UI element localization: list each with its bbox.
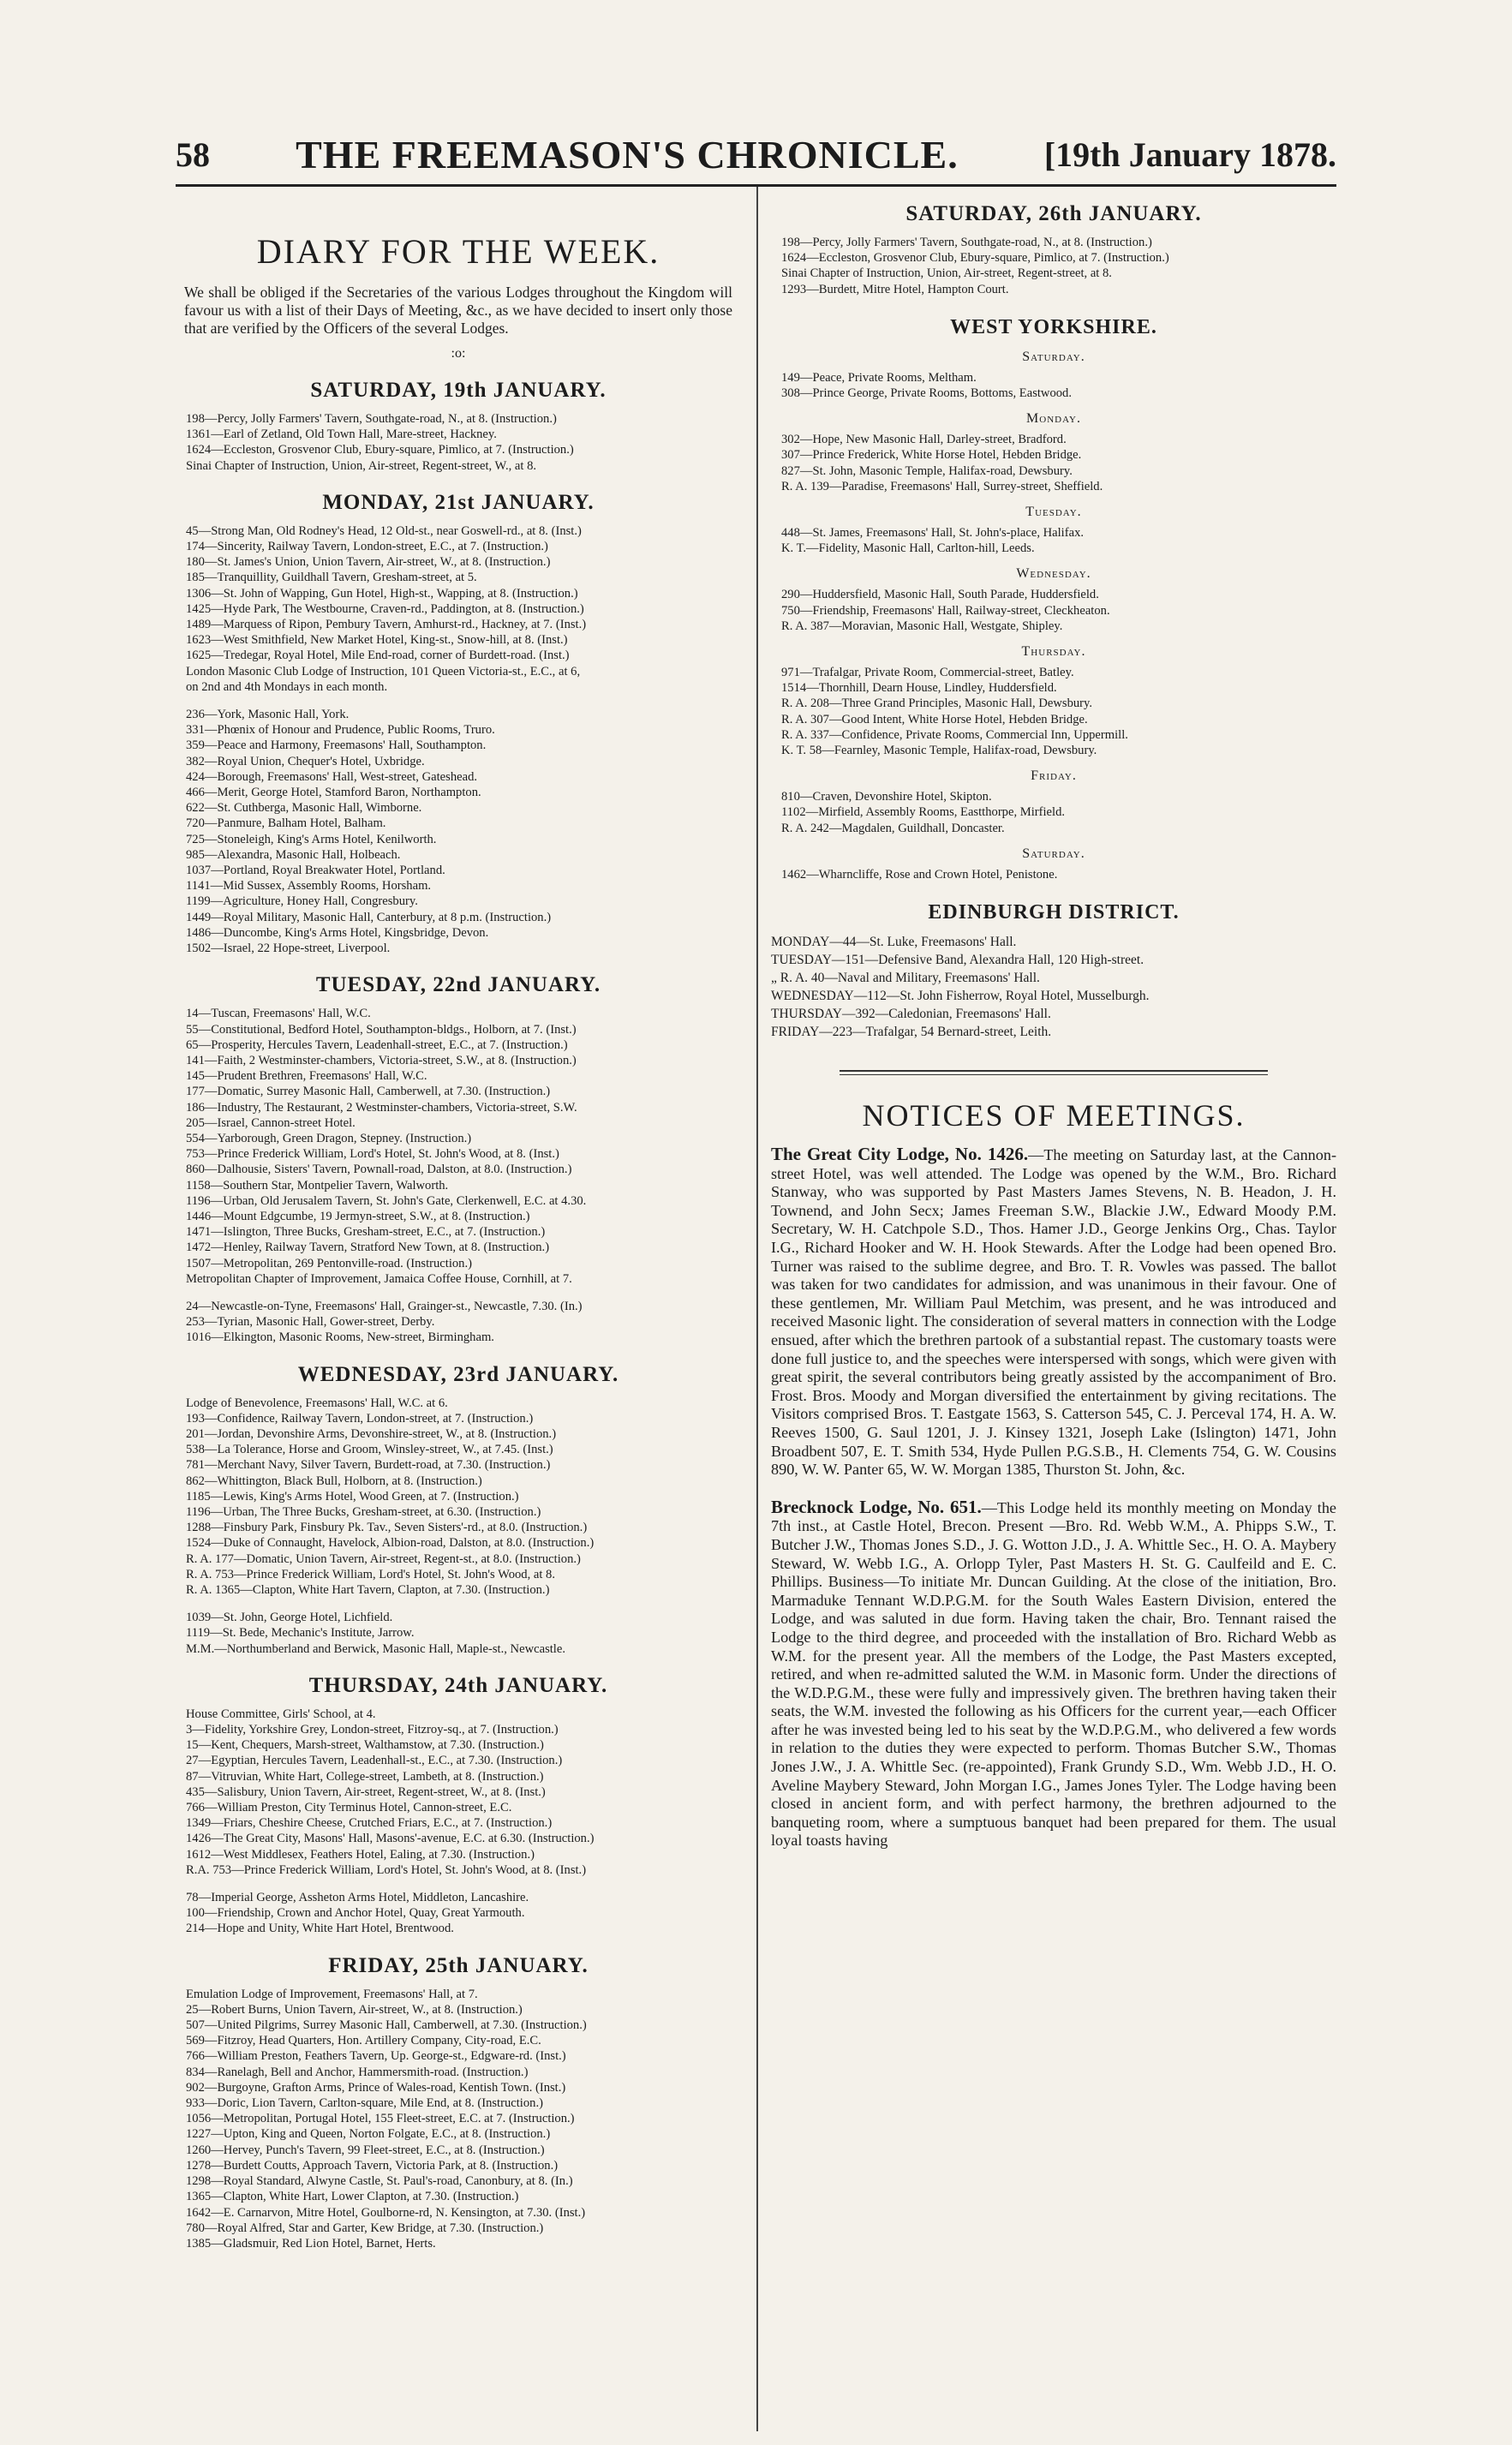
lodge-entry: 100—Friendship, Crown and Anchor Hotel, Quay, Great Yarmouth. [186, 1906, 525, 1921]
lodge-entry: 424—Borough, Freemasons' Hall, West-street, Gateshead. [186, 769, 478, 784]
lodge-entry: 507—United Pilgrims, Surrey Masonic Hall, Camberwell, at 7.30. (Instruction.) [186, 2018, 587, 2033]
lodge-entry: 308—Prince George, Private Rooms, Bottoms, Eastwood. [781, 386, 1073, 401]
lodge-entry: 87—Vitruvian, White Hart, College-street, Lambeth, at 8. (Instruction.) [186, 1769, 544, 1784]
lodge-entry: 177—Domatic, Surrey Masonic Hall, Camberwell, at 7.30. (Instruction.) [186, 1085, 551, 1099]
lodge-entry: 1472—Henley, Railway Tavern, Stratford New Town, at 8. (Instruction.) [186, 1240, 550, 1255]
day-heading: THURSDAY, 24th JANUARY. [308, 1673, 608, 1697]
lodge-entry: 253—Tyrian, Masonic Hall, Gower-street, Derby. [186, 1315, 435, 1330]
lodge-entry: R. A. 139—Paradise, Freemasons' Hall, Surrey-street, Sheffield. [781, 479, 1103, 493]
lodge-entry: 65—Prosperity, Hercules Tavern, Leadenhall-street, E.C., at 7. (Instruction.) [186, 1037, 568, 1052]
weekday-heading: Friday. [1031, 768, 1077, 784]
lodge-entry: 827—St. John, Masonic Temple, Halifax-road, Dewsbury. [781, 463, 1073, 478]
lodge-entry: 1623—West Smithfield, New Market Hotel, King-st., Snow-hill, at 8. (Inst.) [186, 633, 568, 648]
lodge-entry: 55—Constitutional, Bedford Hotel, Southampton-bldgs., Holborn, at 7. (Inst.) [186, 1022, 577, 1037]
lodge-entry: on 2nd and 4th Mondays in each month. [186, 679, 388, 694]
lodge-entry: 1102—Mirfield, Assembly Rooms, Eastthorpe, Mirfield. [781, 805, 1066, 820]
lodge-entry: 435—Salisbury, Union Tavern, Air-street, Regent-street, W., at 8. (Inst.) [186, 1784, 546, 1799]
lodge-entry: 185—Tranquillity, Guildhall Tavern, Gresham-street, at 5. [186, 571, 477, 585]
diary-title: DIARY FOR THE WEEK. [256, 232, 660, 271]
lodge-entry: 1612—West Middlesex, Feathers Hotel, Ealing, at 7.30. (Instruction.) [186, 1847, 535, 1862]
lodge-entry: 1298—Royal Standard, Alwyne Castle, St. Paul's-road, Canonbury, at 8. (In.) [186, 2174, 573, 2189]
lodge-entry: 834—Ranelagh, Bell and Anchor, Hammersmith-road. (Instruction.) [186, 2065, 529, 2079]
lodge-entry: R. A. 387—Moravian, Masonic Hall, Westgate, Shipley. [781, 619, 1063, 633]
lodge-entry: 1507—Metropolitan, 269 Pentonville-road. (Instruction.) [186, 1256, 472, 1270]
lodge-entry: R. A. 1365—Clapton, White Hart Tavern, Clapton, at 7.30. (Instruction.) [186, 1583, 550, 1597]
lodge-entry: 1642—E. Carnarvon, Mitre Hotel, Goulborne-rd, N. Kensington, at 7.30. (Inst.) [186, 2205, 586, 2220]
lodge-entry: 1196—Urban, Old Jerusalem Tavern, St. John's Gate, Clerkenwell, E.C. at 4.30. [186, 1193, 587, 1208]
lodge-entry: 1514—Thornhill, Dearn House, Lindley, Huddersfield. [781, 681, 1057, 696]
lodge-entry: FRIDAY—223—Trafalgar, 54 Bernard-street, Leith. [771, 1025, 1052, 1040]
issue-date: [19th January 1878. [1043, 135, 1336, 174]
lodge-entry: 1141—Mid Sussex, Assembly Rooms, Horsham. [186, 879, 432, 894]
lodge-entry: London Masonic Club Lodge of Instruction, 101 Queen Victoria-st., E.C., at 6, [186, 664, 581, 679]
lodge-entry: 766—William Preston, Feathers Tavern, Up. George-st., Edgware-rd. (Inst.) [186, 2049, 566, 2064]
lodge-entry: „ R. A. 40—Naval and Military, Freemasons' Hall. [771, 971, 1040, 986]
lodge-entry: 1446—Mount Edgcumbe, 19 Jermyn-street, S.W., at 8. (Instruction.) [186, 1209, 530, 1223]
lodge-entry: 1199—Agriculture, Honey Hall, Congresbury. [186, 894, 418, 909]
lodge-entry: 145—Prudent Brethren, Freemasons' Hall, W.C. [186, 1069, 427, 1084]
lodge-entry: 781—Merchant Navy, Silver Tavern, Burdett-road, at 7.30. (Instruction.) [186, 1458, 551, 1473]
notice-body: —This Lodge held its monthly meeting on Monday the 7th inst., at Castle Hotel, Brecon. Present —Bro. Rd. Webb W.M., A. Phipps S.W., T. Butcher J.W., Thomas Jones S.D., J. G. Wotton J.D., J. A. Whittle Sec., H. O. A. Maybery Steward, W. Webb I.G., A. Orlopp Tyler, Past Masters H. St. G. Caulfeild and E. C. Phillips. Business—To initiate Mr. Duncan Guilding. At the close of the initiation, Bro. Marmaduke Tennant W.D.P.G.M. for the South Wales Eastern Division, entered the Lodge, and was saluted in due form. Having taken the chair, Bro. Tennant raised the Lodge to the third degree, and proceeded with the installation of Bro. Richard Webb as W.M. for the present year. All the members of the Lodge, the Past Masters excepted, retired, and when re-admitted saluted the W.M. in Masonic form. Under the directions of the W.D.P.G.M., these were fully and impressively given. The brethren having taken their seats, the W.M. invested the following as his Officers for the current year,—each Officer after he was invested being led to his seat by the W.D.P.G.M., who delivered a few words in relation to the duties they were expected to perform. Thomas Butcher S.W., Thomas Jones J.W., J. A. Whittle Sec. (re-appointed), Frank Grundy S.D., Wm. Webb J.D., H. O. Aveline Maybery Steward, John Morgan I.G., James Jones Tyler. The Lodge having been closed in ancient form, and with perfect harmony, the brethren adjourned to the banqueting room, where a sumptuous banquet had been prepared for them. The usual loyal toasts having [771, 1498, 1336, 1850]
lodge-entry: 331—Phœnix of Honour and Prudence, Public Rooms, Truro. [186, 723, 495, 738]
day-heading: WEDNESDAY, 23rd JANUARY. [297, 1362, 619, 1386]
lodge-entry: 1361—Earl of Zetland, Old Town Hall, Mare-street, Hackney. [186, 427, 497, 442]
lodge-entry: 1425—Hyde Park, The Westbourne, Craven-rd., Paddington, at 8. (Instruction.) [186, 601, 584, 616]
lodge-entry: 1278—Burdett Coutts, Approach Tavern, Victoria Park, at 8. (Instruction.) [186, 2158, 559, 2173]
lodge-entry: 180—St. James's Union, Union Tavern, Air-street, W., at 8. (Instruction.) [186, 555, 551, 570]
lodge-entry: 214—Hope and Unity, White Hart Hotel, Brentwood. [186, 1922, 454, 1936]
lodge-entry: R. A. 307—Good Intent, White Horse Hotel, Hebden Bridge. [781, 712, 1088, 726]
day-heading: SATURDAY, 26th JANUARY. [905, 202, 1202, 225]
lodge-entry: 750—Friendship, Freemasons' Hall, Railway-street, Cleckheaton. [781, 603, 1110, 618]
lodge-entry: 971—Trafalgar, Private Room, Commercial-street, Batley. [781, 666, 1074, 680]
lodge-entry: 1471—Islington, Three Bucks, Gresham-street, E.C., at 7. (Instruction.) [186, 1225, 546, 1240]
notice-body: —The meeting on Saturday last, at the Cannon-street Hotel, was well attended. The Lodge was opened by the W.M., Bro. Richard Stanway, who was supported by Past Masters James Stevens, N. B. Headon, J. H. Townend, and John Secx; James Freeman S.W., Blackie J.W., Edward Moody P.M. Secretary, W. H. Catchpole S.D., Thos. Hamer J.D., George Jenkins Org., Chas. Taylor I.G., Richard Hooker and W. H. Hook Stewards. After the Lodge had been opened Bro. Turner was raised to the sublime degree, and Bro. T. R. Vowles was passed. The ballot was taken for two candidates for admission, and was unanimous in their favour. One of these gentlemen, Mr. William Paul Metchim, was present, and he was introduced and received Masonic light. The consideration of several matters in connection with the Lodge ensued, after which the brethren partook of a substantial repast. The customary toasts were done full justice to, and the speeches were interspersed with songs, which were given with great spirit, the several contributors being greatly assisted by the accompaniment of Bro. Frost. Bros. Moody and Morgan diversified the entertainment by giving recitations. The Visitors comprised Bros. T. Eastgate 1563, S. Catterson 545, C. J. Perceval 174, H. A. W. Reeves 1500, G. Saul 1201, J. J. Kinsey 1321, Joseph Lake (Islington) 1471, John Broadbent 507, E. T. Smith 534, Hyde Pullen P.G.S.B., H. Clements 754, G. W. Cousins 890, W. W. Panter 65, W. W. Morgan 1385, Thurston St. John, &c. [771, 1146, 1336, 1479]
day-heading: SATURDAY, 19th JANUARY. [310, 379, 607, 402]
lodge-entry: R. A. 242—Magdalen, Guildhall, Doncaster. [781, 821, 1005, 835]
lodge-entry: 1227—Upton, King and Queen, Norton Folgate, E.C., at 8. (Instruction.) [186, 2127, 551, 2142]
lodge-entry: 1185—Lewis, King's Arms Hotel, Wood Green, at 7. (Instruction.) [186, 1489, 519, 1503]
weekday-heading: Thursday. [1021, 644, 1086, 660]
lodge-entry: 1119—St. Bede, Mechanic's Institute, Jarrow. [186, 1626, 415, 1641]
notice-brecknock [771, 1498, 1336, 1850]
lodge-entry: WEDNESDAY—112—St. John Fisherrow, Royal Hotel, Musselburgh. [771, 989, 1150, 1004]
lodge-entry: 860—Dalhousie, Sisters' Tavern, Pownall-road, Dalston, at 8.0. (Instruction.) [186, 1163, 572, 1177]
day-heading: TUESDAY, 22nd JANUARY. [315, 973, 601, 997]
lodge-entry: 174—Sincerity, Railway Tavern, London-street, E.C., at 7. (Instruction.) [186, 540, 548, 554]
lodge-entry: 24—Newcastle-on-Tyne, Freemasons' Hall, Grainger-st., Newcastle, 7.30. (In.) [186, 1299, 583, 1313]
lodge-entry: R. A. 177—Domatic, Union Tavern, Air-street, Regent-st., at 8.0. (Instruction.) [186, 1551, 581, 1566]
lodge-entry: 554—Yarborough, Green Dragon, Stepney. (Instruction.) [186, 1131, 472, 1145]
lodge-entry: THURSDAY—392—Caledonian, Freemasons' Hall. [771, 1007, 1051, 1022]
lodge-entry: Sinai Chapter of Instruction, Union, Air-street, Regent-street, at 8. [781, 266, 1112, 281]
lodge-entry: R.A. 753—Prince Frederick William, Lord's Hotel, St. John's Wood, at 8. (Inst.) [186, 1862, 587, 1877]
lodge-entry: 753—Prince Frederick William, Lord's Hotel, St. John's Wood, at 8. (Inst.) [186, 1147, 559, 1162]
lodge-entry: 448—St. James, Freemasons' Hall, St. John's-place, Halifax. [781, 526, 1085, 541]
notice-heading: The Great City Lodge, No. 1426. [771, 1144, 1029, 1165]
lodge-entry: 1349—Friars, Cheshire Cheese, Crutched Friars, E.C., at 7. (Instruction.) [186, 1816, 553, 1831]
lodge-entry: 985—Alexandra, Masonic Hall, Holbeach. [186, 847, 401, 862]
lodge-entry: 1196—Urban, The Three Bucks, Gresham-street, at 6.30. (Instruction.) [186, 1504, 541, 1519]
page-header [176, 129, 1336, 180]
lodge-entry: 1158—Southern Star, Montpelier Tavern, Walworth. [186, 1178, 449, 1193]
lodge-entry: 193—Confidence, Railway Tavern, London-street, at 7. (Instruction.) [186, 1411, 534, 1426]
lodge-entry: 382—Royal Union, Chequer's Hotel, Uxbridge. [186, 754, 425, 768]
weekday-heading: Monday. [1026, 411, 1081, 427]
lodge-entry: 149—Peace, Private Rooms, Meltham. [781, 370, 977, 385]
lodge-entry: 622—St. Cuthberga, Masonic Hall, Wimborne. [186, 801, 422, 816]
lodge-entry: 1489—Marquess of Ripon, Pembury Tavern, Amhurst-rd., Hackney, at 7. (Inst.) [186, 618, 587, 632]
lodge-entry: 205—Israel, Cannon-street Hotel. [186, 1115, 356, 1130]
notices-title: NOTICES OF MEETINGS. [862, 1098, 1246, 1133]
lodge-entry: 3—Fidelity, Yorkshire Grey, London-street, Fitzroy-sq., at 7. (Instruction.) [186, 1723, 559, 1737]
weekday-heading: Tuesday. [1025, 505, 1082, 520]
lodge-entry: 1288—Finsbury Park, Finsbury Pk. Tav., Seven Sisters'-rd., at 8.0. (Instruction.) [186, 1521, 588, 1535]
lodge-entry: House Committee, Girls' School, at 4. [186, 1707, 376, 1721]
lodge-entry: 290—Huddersfield, Masonic Hall, South Parade, Huddersfield. [781, 588, 1099, 602]
west-yorkshire-days [771, 350, 1336, 882]
lodge-entry: 1293—Burdett, Mitre Hotel, Hampton Court. [781, 282, 1009, 296]
lodge-entry: Sinai Chapter of Instruction, Union, Air-street, Regent-street, W., at 8. [186, 458, 537, 473]
lodge-entry: 720—Panmure, Balham Hotel, Balham. [186, 816, 386, 831]
lodge-entry: 141—Faith, 2 Westminster-chambers, Victoria-street, S.W., at 8. (Instruction.) [186, 1053, 577, 1067]
lodge-entry: 1039—St. John, George Hotel, Lichfield. [186, 1611, 393, 1625]
lodge-entry: 538—La Tolerance, Horse and Groom, Winsley-street, W., at 7.45. (Inst.) [186, 1443, 553, 1457]
lodge-entry: 933—Doric, Lion Tavern, Carlton-square, Mile End, at 8. (Instruction.) [186, 2096, 543, 2111]
notice-great-city [771, 1145, 1336, 1480]
notice-heading: Brecknock Lodge, No. 651. [771, 1496, 982, 1517]
day-heading: MONDAY, 21st JANUARY. [322, 490, 595, 514]
diary-intro: We shall be obliged if the Secretaries of the various Lodges throughout the Kingdom will favour us with a list of their Days of Meeting, &c., as we have decided to insert only those that are verified by the Officers of the several Lodges. [184, 284, 732, 337]
saturday-entries [771, 235, 1336, 297]
lodge-entry: R. A. 753—Prince Frederick William, Lord's Hotel, St. John's Wood, at 8. [186, 1567, 556, 1581]
lodge-entry: 1502—Israel, 22 Hope-street, Liverpool. [186, 942, 391, 956]
lodge-entry: K. T. 58—Fearnley, Masonic Temple, Halifax-road, Dewsbury. [781, 744, 1097, 758]
lodge-entry: 466—Merit, George Hotel, Stamford Baron, Northampton. [186, 786, 481, 800]
lodge-entry: 1260—Hervey, Punch's Tavern, 99 Fleet-street, E.C., at 8. (Instruction.) [186, 2143, 545, 2157]
section-separator: :o: [451, 346, 466, 361]
weekday-heading: Saturday. [1022, 349, 1085, 364]
lodge-entry: 201—Jordan, Devonshire Arms, Devonshire-street, W., at 8. (Instruction.) [186, 1426, 557, 1441]
lodge-entry: 1624—Eccleston, Grosvenor Club, Ebury-square, Pimlico, at 7. (Instruction.) [781, 251, 1169, 266]
lodge-entry: 780—Royal Alfred, Star and Garter, Kew Bridge, at 7.30. (Instruction.) [186, 2221, 544, 2235]
weekday-heading: Wednesday. [1016, 566, 1091, 582]
lodge-entry: 307—Prince Frederick, White Horse Hotel, Hebden Bridge. [781, 448, 1082, 463]
lodge-entry: 198—Percy, Jolly Farmers' Tavern, Southgate-road, N., at 8. (Instruction.) [186, 412, 557, 426]
lodge-entry: 766—William Preston, City Terminus Hotel, Cannon-street, E.C. [186, 1801, 512, 1815]
lodge-entry: M.M.—Northumberland and Berwick, Masonic Hall, Maple-st., Newcastle. [186, 1641, 565, 1656]
lodge-entry: 1385—Gladsmuir, Red Lion Hotel, Barnet, Herts. [186, 2236, 436, 2251]
lodge-entry: 27—Egyptian, Hercules Tavern, Leadenhall-st., E.C., at 7.30. (Instruction.) [186, 1754, 563, 1768]
lodge-entry: 302—Hope, New Masonic Hall, Darley-street, Bradford. [781, 433, 1067, 447]
lodge-entry: 1486—Duncombe, King's Arms Hotel, Kingsbridge, Devon. [186, 925, 489, 940]
region-heading: WEST YORKSHIRE. [950, 315, 1157, 338]
lodge-entry: 569—Fitzroy, Head Quarters, Hon. Artillery Company, City-road, E.C. [186, 2034, 541, 2048]
lodge-entry: 236—York, Masonic Hall, York. [186, 708, 350, 722]
column-divider [756, 187, 758, 2431]
lodge-entry: 810—Craven, Devonshire Hotel, Skipton. [781, 790, 992, 804]
lodge-entry: 25—Robert Burns, Union Tavern, Air-street, W., at 8. (Instruction.) [186, 2002, 523, 2017]
section-rule [840, 1070, 1268, 1075]
lodge-entry: 359—Peace and Harmony, Freemasons' Hall, Southampton. [186, 738, 487, 753]
publication-title: THE FREEMASON'S CHRONICLE. [296, 132, 959, 176]
lodge-entry: 1462—Wharncliffe, Rose and Crown Hotel, Penistone. [781, 867, 1058, 882]
lodge-entry: Emulation Lodge of Improvement, Freemasons' Hall, at 7. [186, 1987, 478, 2001]
weekday-heading: Saturday. [1022, 846, 1085, 861]
lodge-entry: 725—Stoneleigh, King's Arms Hotel, Kenilworth. [186, 832, 437, 846]
lodge-entry: R. A. 208—Three Grand Principles, Masonic Hall, Dewsbury. [781, 696, 1093, 711]
lodge-entry: Lodge of Benevolence, Freemasons' Hall, W.C. at 6. [186, 1396, 448, 1410]
lodge-entry: 902—Burgoyne, Grafton Arms, Prince of Wales-road, Kentish Town. (Inst.) [186, 2080, 566, 2095]
lodge-entry: 1016—Elkington, Masonic Rooms, New-street, Birmingham. [186, 1330, 494, 1345]
day-heading: FRIDAY, 25th JANUARY. [328, 1953, 589, 1977]
lodge-entry: 1624—Eccleston, Grosvenor Club, Ebury-square, Pimlico, at 7. (Instruction.) [186, 443, 574, 457]
lodge-entry: 862—Whittington, Black Bull, Holborn, at 8. (Instruction.) [186, 1474, 482, 1488]
lodge-entry: 1449—Royal Military, Masonic Hall, Canterbury, at 8 p.m. (Instruction.) [186, 910, 552, 924]
region-heading: EDINBURGH DISTRICT. [928, 901, 1180, 924]
lodge-entry: 1524—Duke of Connaught, Havelock, Albion-road, Dalston, at 8.0. (Instruction.) [186, 1536, 595, 1551]
lodge-entry: K. T.—Fidelity, Masonic Hall, Carlton-hill, Leeds. [781, 541, 1035, 556]
edinburgh-entries [771, 933, 1336, 1041]
lodge-entry: 198—Percy, Jolly Farmers' Tavern, Southgate-road, N., at 8. (Instruction.) [781, 236, 1152, 249]
left-column [176, 197, 741, 2251]
lodge-entry: 1056—Metropolitan, Portugal Hotel, 155 Fleet-street, E.C. at 7. (Instruction.) [186, 2112, 575, 2126]
lodge-entry: 1306—St. John of Wapping, Gun Hotel, High-st., Wapping, at 8. (Instruction.) [186, 586, 578, 601]
page-number: 58 [176, 135, 210, 174]
lodge-entry: 15—Kent, Chequers, Marsh-street, Walthamstow, at 7.30. (Instruction.) [186, 1738, 544, 1753]
lodge-entry: Metropolitan Chapter of Improvement, Jamaica Coffee House, Cornhill, at 7. [186, 1271, 572, 1286]
lodge-entry: 1426—The Great City, Masons' Hall, Masons'-avenue, E.C. at 6.30. (Instruction.) [186, 1832, 595, 1846]
lodge-entry: 45—Strong Man, Old Rodney's Head, 12 Old-st., near Goswell-rd., at 8. (Inst.) [186, 523, 582, 538]
lodge-entry: 1037—Portland, Royal Breakwater Hotel, Portland. [186, 864, 445, 878]
lodge-entry: 1625—Tredegar, Royal Hotel, Mile End-road, corner of Burdett-road. (Inst.) [186, 649, 570, 663]
lodge-entry: R. A. 337—Confidence, Private Rooms, Commercial Inn, Uppermill. [781, 727, 1128, 742]
lodge-entry: 14—Tuscan, Freemasons' Hall, W.C. [186, 1007, 371, 1021]
right-column [771, 197, 1336, 1869]
lodge-entry: TUESDAY—151—Defensive Band, Alexandra Hall, 120 High-street. [771, 953, 1144, 968]
lodge-entry: 186—Industry, The Restaurant, 2 Westminster-chambers, Victoria-street, S.W. [186, 1100, 577, 1115]
diary-sections [176, 379, 741, 2251]
lodge-entry: MONDAY—44—St. Luke, Freemasons' Hall. [771, 935, 1017, 950]
lodge-entry: 78—Imperial George, Assheton Arms Hotel, Middleton, Lancashire. [186, 1891, 529, 1905]
lodge-entry: 1365—Clapton, White Hart, Lower Clapton, at 7.30. (Instruction.) [186, 2190, 519, 2204]
